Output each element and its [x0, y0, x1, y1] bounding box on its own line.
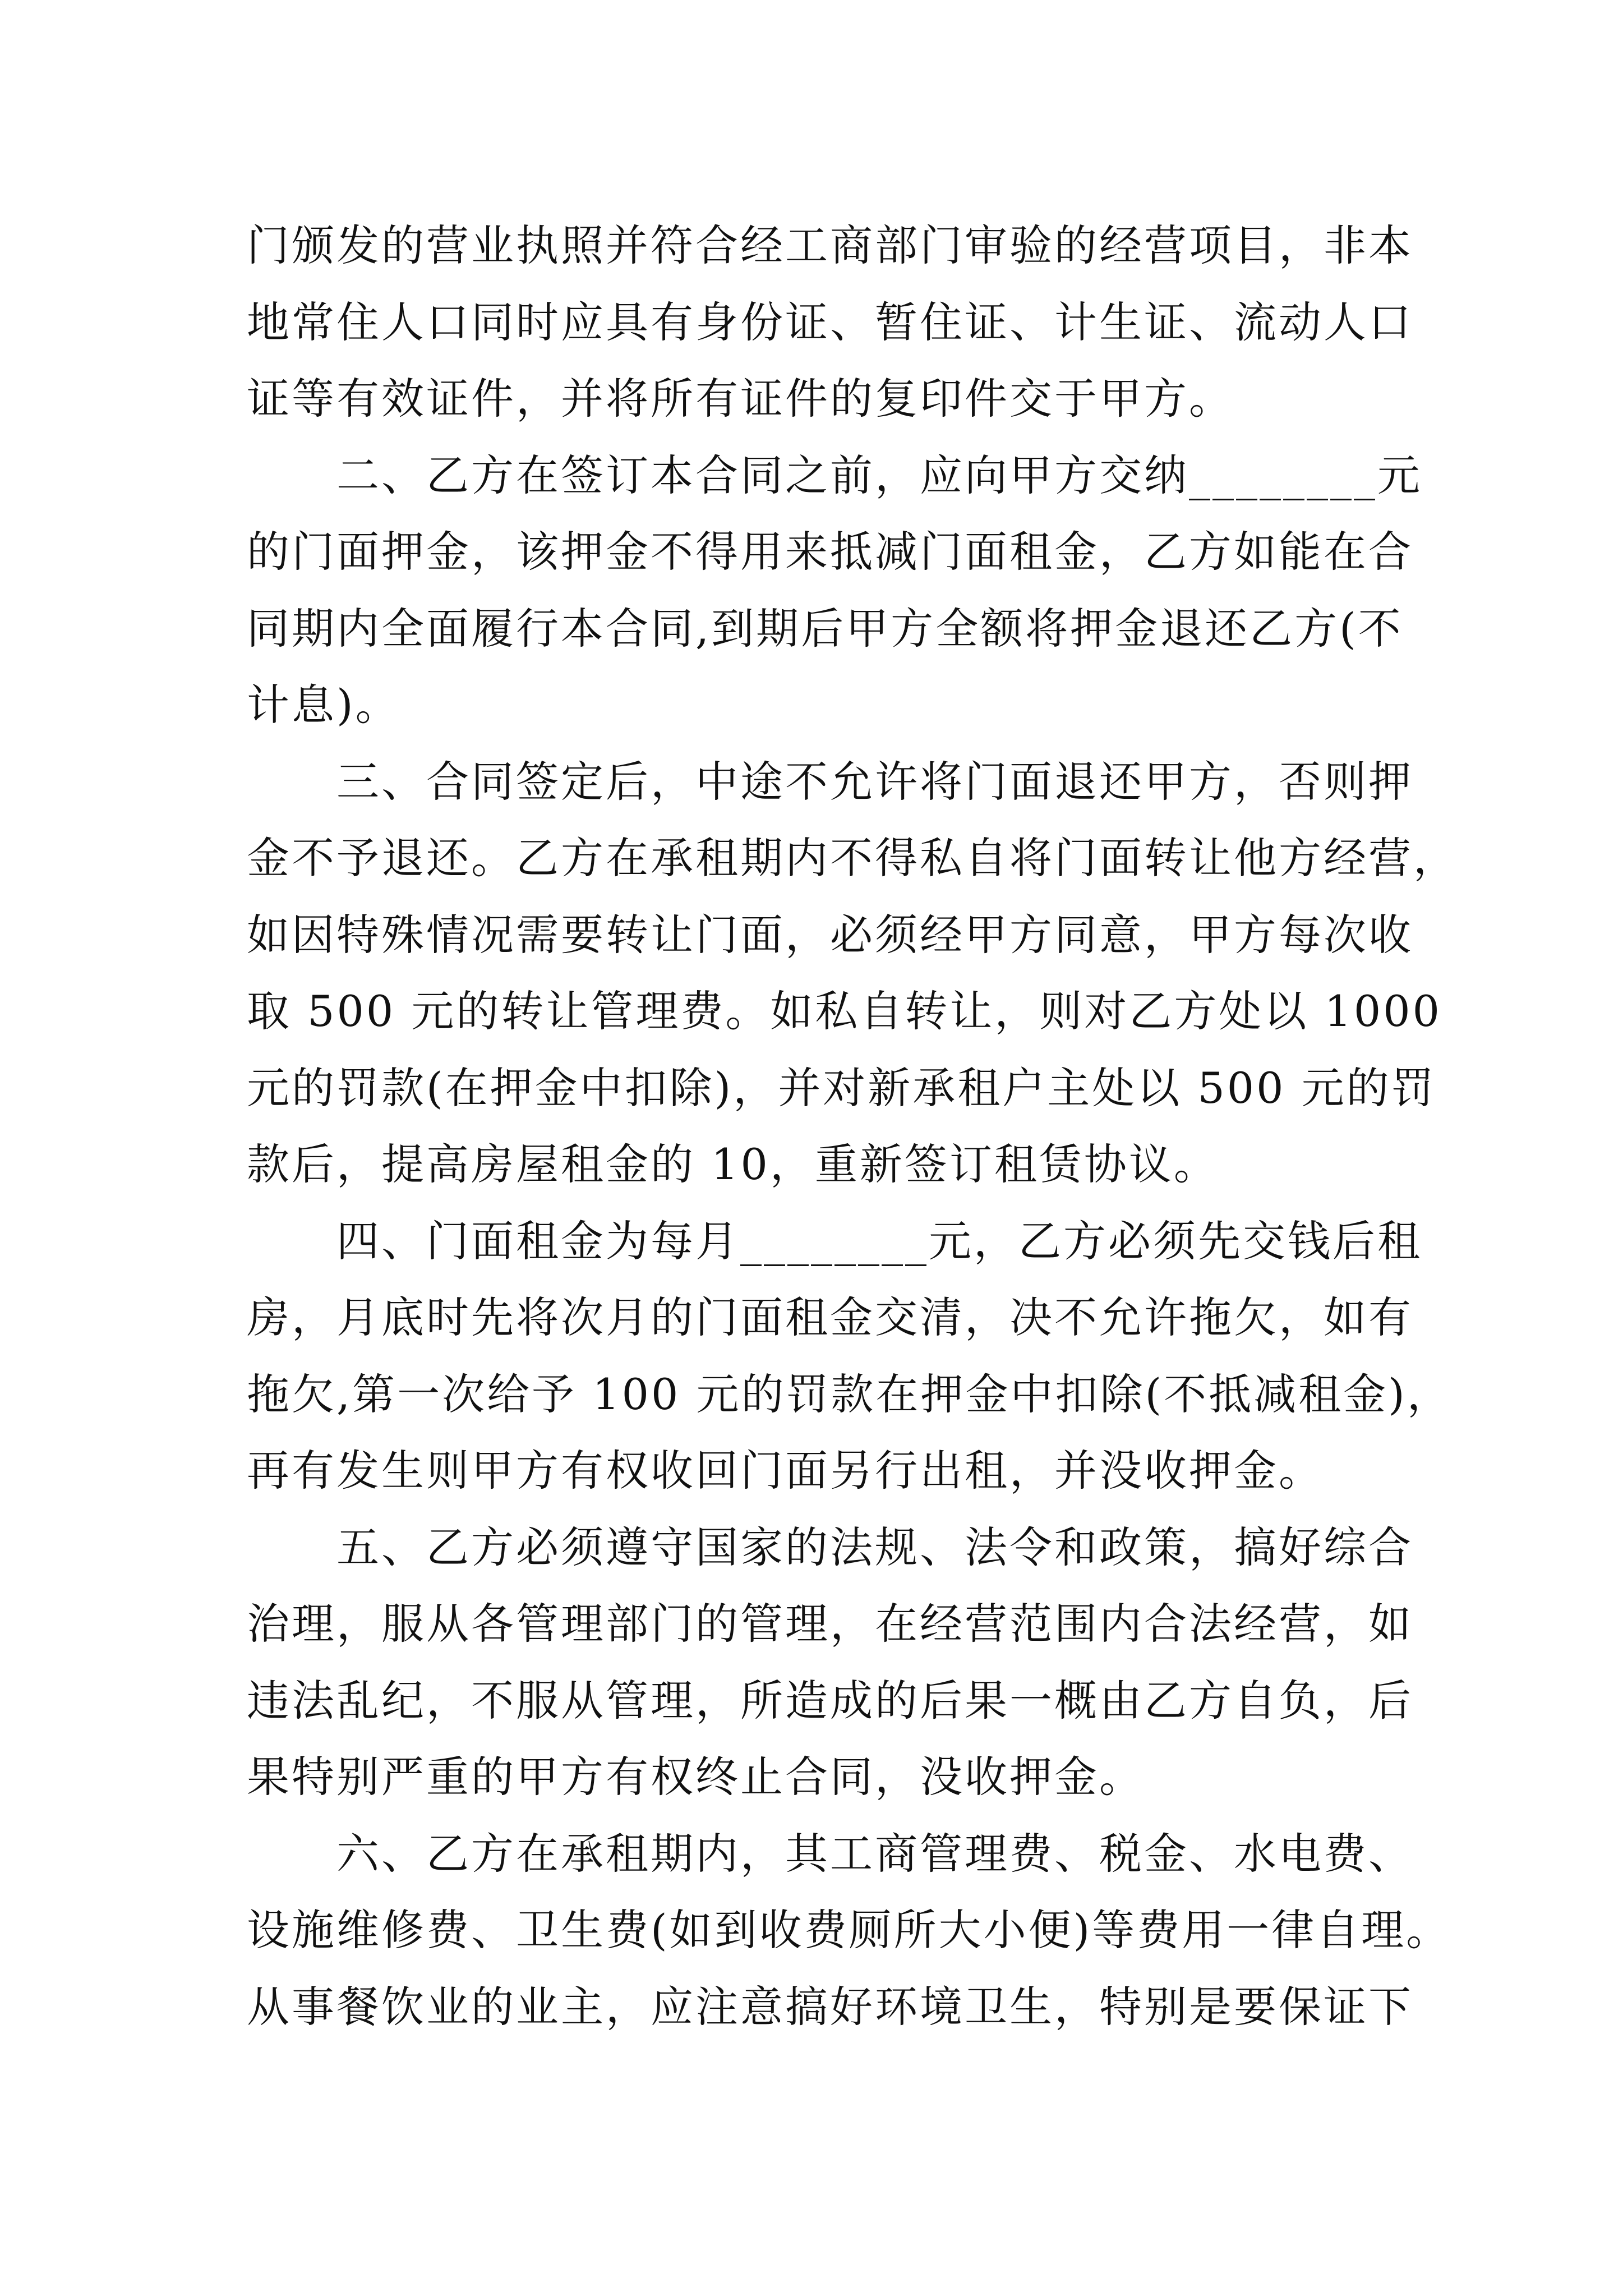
text-line: 地常住人口同时应具有身份证、暂住证、计生证、流动人口: [247, 297, 1413, 347]
text-line: 元的罚款(在押金中扣除)，并对新承租户主处以 500 元的罚: [247, 1062, 1436, 1113]
text-line: 四、门面租金为每月________元，乙方必须先交钱后租: [247, 1216, 1422, 1266]
text-line: 计息)。: [247, 680, 400, 730]
text-line: 门颁发的营业执照并符合经工商部门审验的经营项目，非本: [247, 220, 1413, 270]
text-line: 的门面押金，该押金不得用来抵减门面租金，乙方如能在合: [247, 527, 1413, 577]
text-line: 取 500 元的转让管理费。如私自转让，则对乙方处以 1000: [247, 986, 1442, 1036]
text-line: 同期内全面履行本合同,到期后甲方全额将押金退还乙方(不: [247, 603, 1403, 654]
text-line: 款后，提高房屋租金的 10，重新签订租赁协议。: [247, 1139, 1219, 1189]
text-line: 再有发生则甲方有权收回门面另行出租，并没收押金。: [247, 1446, 1324, 1496]
text-line: 如因特殊情况需要转让门面，必须经甲方同意，甲方每次收: [247, 909, 1413, 960]
text-line: 设施维修费、卫生费(如到收费厕所大小便)等费用一律自理。: [247, 1905, 1451, 1955]
text-line: 证等有效证件，并将所有证件的复印件交于甲方。: [247, 374, 1234, 424]
text-line: 三、合同签定后，中途不允许将门面退还甲方，否则押: [247, 756, 1413, 807]
text-line: 二、乙方在签订本合同之前，应向甲方交纳________元: [247, 450, 1422, 500]
text-line: 六、乙方在承租期内，其工商管理费、税金、水电费、: [247, 1828, 1413, 1879]
text-line: 五、乙方必须遵守国家的法规、法令和政策，搞好综合: [247, 1522, 1413, 1572]
contract-body-text: [247, 208, 1458, 2045]
text-line: 房，月底时先将次月的门面租金交清，决不允许拖欠，如有: [247, 1292, 1413, 1342]
text-line: 金不予退还。乙方在承租期内不得私自将门面转让他方经营，: [247, 833, 1458, 883]
text-line: 拖欠,第一次给予 100 元的罚款在押金中扣除(不抵减租金)，: [247, 1369, 1452, 1419]
text-line: 治理，服从各管理部门的管理，在经营范围内合法经营，如: [247, 1599, 1413, 1649]
text-line: 违法乱纪，不服从管理，所造成的后果一概由乙方自负，后: [247, 1675, 1413, 1726]
text-line: 从事餐饮业的业主，应注意搞好环境卫生，特别是要保证下: [247, 1981, 1413, 2032]
text-line: 果特别严重的甲方有权终止合同，没收押金。: [247, 1752, 1144, 1802]
